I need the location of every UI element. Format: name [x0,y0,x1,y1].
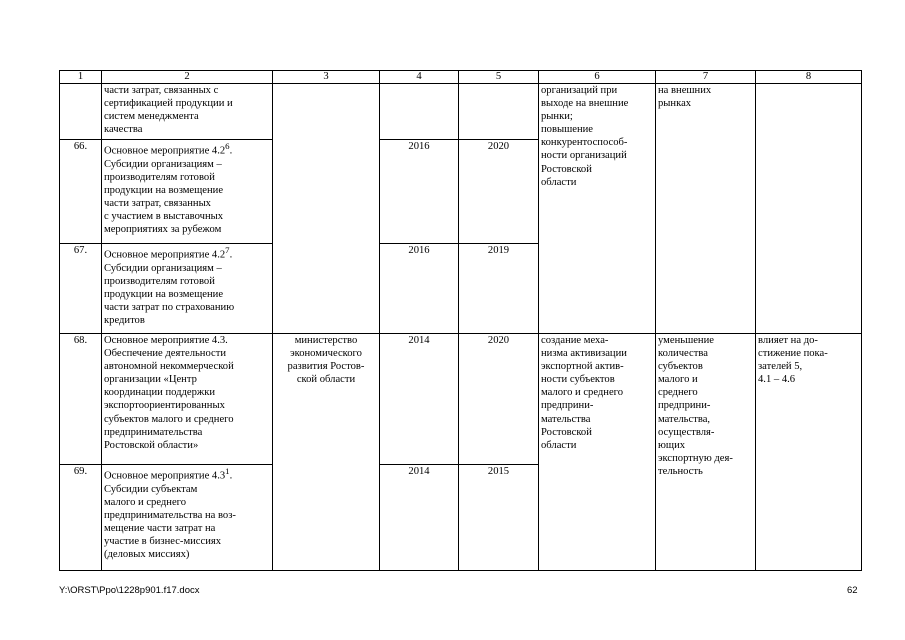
start-year: 2014 [380,334,459,465]
executor-cell: министерство экономического развития Ростов- ской области [273,334,380,571]
row-number: 67. [60,244,102,334]
end-year-cell [459,84,539,140]
measure-description: Субсидии субъектам малого и среднего предпринимательства на воз- мещение части затрат на участие в бизнес-миссиях (деловых миссиях) [104,483,236,561]
measure-title: Основное мероприятие 4.2 [104,249,226,261]
measure-description: Обеспечение деятельности автономной некоммерческой организации «Центр координации поддержки экспортоориентированных субъектов малого и среднего предпринимательства Ростовской области» [104,348,234,451]
row-number-cell [60,84,102,140]
measure-footnote: 7 [225,245,230,255]
start-year: 2016 [380,244,459,334]
row-number: 69. [60,465,102,571]
end-year: 2019 [459,244,539,334]
row-number: 68. [60,334,102,465]
column-header: 1 [60,71,102,84]
column-header: 5 [459,71,539,84]
measure-description: Субсидии организациям – производителям готовой продукции на возмещение части затрат, связанных с участием в выставочных мероприятиях за рубежом [104,158,224,236]
end-year: 2020 [459,140,539,244]
measure-title: Основное мероприятие 4.2 [104,145,226,157]
indicators-cell: влияет на до- стижение пока- зателей 5, 4.1 – 4.6 [756,334,862,571]
measure-footnote: 6 [225,141,230,151]
measure-cell [102,334,273,465]
measure-title: Основное мероприятие 4.3 [104,470,226,482]
end-year: 2020 [459,334,539,465]
start-year-cell [380,84,459,140]
column-header: 2 [102,71,273,84]
expected-result-cell: создание меха- низма активизации экспортной актив- ности субъектов малого и среднего предприни- мательства Ростовской области [539,334,656,571]
expected-result-cell: организаций при выходе на внешние рынки; повышение конкурентоспособ- ности организаций Ростовской области [539,84,656,334]
column-header: 8 [756,71,862,84]
table-row [60,334,862,465]
indicators-cell [756,84,862,334]
column-header: 6 [539,71,656,84]
column-header: 4 [380,71,459,84]
measure-footnote: 1 [225,466,230,476]
page-number: 62 [847,585,858,596]
measure-cell: Основное мероприятие $4.2^6$. Субсидии организациям – производителям готовой продукции на возмещение части затрат, связанных с участием в выставочных мероприятиях за рубежом [102,140,273,244]
header-row [60,71,862,84]
start-year: 2014 [380,465,459,571]
end-year: 2015 [459,465,539,571]
file-path: Y:\ORST\Ppo\1228p901.f17.docx [59,585,200,596]
consequence-cell: уменьшение количества субъектов малого и среднего предприни- мательства, осуществля- ющих экспортную дея- тельность [656,334,756,571]
consequence-cell: на внешних рынках [656,84,756,334]
row-number: 66. [60,140,102,244]
measure-cell: Основное мероприятие $4.2^7$. Субсидии организациям – производителям готовой продукции на возмещение части затрат по страхованию кредитов [102,244,273,334]
executor-cell [273,84,380,334]
column-header: 3 [273,71,380,84]
measure-cell: части затрат, связанных с сертификацией продукции и систем менеджмента качества [102,84,273,140]
start-year: 2016 [380,140,459,244]
column-header: 7 [656,71,756,84]
measure-description: Субсидии организациям – производителям готовой продукции на возмещение части затрат по страхованию кредитов [104,262,235,326]
measure-title: Основное мероприятие 4.3. [104,335,228,346]
measure-cell: Основное мероприятие $4.3^1$. Субсидии субъектам малого и среднего предпринимательства на воз- мещение части затрат на участие в бизнес-миссиях (деловых миссиях) [102,465,273,571]
table-row [60,84,862,140]
measures-table [59,70,862,571]
